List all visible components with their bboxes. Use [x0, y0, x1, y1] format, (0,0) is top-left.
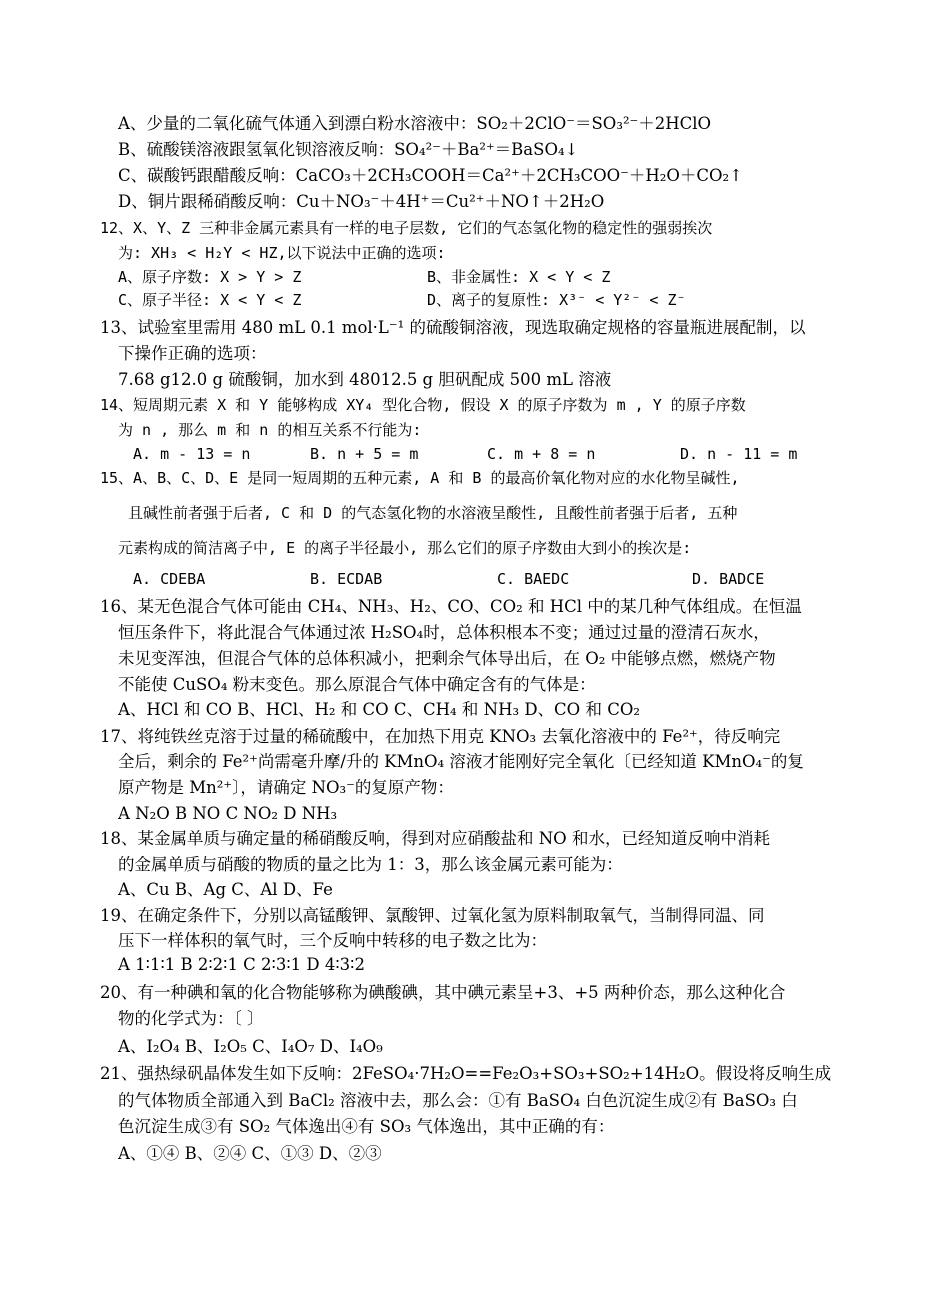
q20-stem-cont: 物的化学式为：〔 〕	[118, 1009, 264, 1028]
q13-options: 7.68 g12.0 g 硫酸铜，加水到 48012.5 g 胆矾配成 500 mL 溶液	[118, 370, 612, 389]
q16-stem-cont3: 不能使 CuSO₄ 粉末变色。那么原混合气体中确定含有的气体是：	[118, 675, 596, 694]
q14-stem-cont: 为 n , 那么 m 和 n 的相互关系不行能为:	[118, 421, 422, 439]
q11-option-d: D、铜片跟稀硝酸反响：Cu＋NO₃⁻＋4H⁺＝Cu²⁺＋NO↑＋2H₂O	[118, 192, 605, 211]
q13-stem-cont: 下操作正确的选项：	[118, 344, 267, 363]
q16-stem: 16、某无色混合气体可能由 CH₄、NH₃、H₂、CO、CO₂ 和 HCl 中的某几种气体组成。在恒温	[100, 597, 802, 616]
q15-option-d: D. BADCE	[692, 570, 765, 588]
q15-option-a: A. CDEBA	[133, 570, 206, 588]
q21-stem-cont2: 色沉淀生成③有 SO₂ 气体逸出④有 SO₃ 气体逸出，其中正确的有：	[118, 1117, 615, 1136]
q11-option-c: C、碳酸钙跟醋酸反响：CaCO₃＋2CH₃COOH＝Ca²⁺＋2CH₃COO⁻＋H₂O＋CO₂↑	[118, 166, 743, 185]
q18-options: A、Cu B、Ag C、Al D、Fe	[118, 880, 333, 899]
q12-stem: 12、X、Y、Z 三种非金属元素具有一样的电子层数, 它们的气态氢化物的稳定性的强弱挨次	[100, 219, 713, 237]
q11-option-b: B、硫酸镁溶液跟氢氧化钡溶液反响：SO₄²⁻＋Ba²⁺＝BaSO₄↓	[118, 140, 579, 159]
q19-stem-cont: 压下一样体积的氧气时，三个反响中转移的电子数之比为：	[118, 931, 547, 950]
q20-stem: 20、有一种碘和氧的化合物能够称为碘酸碘，其中碘元素呈+3、+5 两种价态，那么这种化合	[100, 983, 786, 1002]
q18-stem: 18、某金属单质与确定量的稀硝酸反响，得到对应硝酸盐和 NO 和水，已经知道反响中消耗	[100, 829, 770, 848]
q12-option-a: A、原子序数: X > Y > Z	[118, 268, 302, 286]
q15-stem-cont2: 元素构成的简洁离子中, E 的离子半径最小, 那么它们的原子序数由大到小的挨次是:	[118, 539, 692, 557]
q21-stem: 21、强热绿矾晶体发生如下反响：2FeSO₄·7H₂O==Fe₂O₃+SO₃+SO₂+14H₂O。假设将反响生成	[100, 1064, 832, 1083]
q12-option-b: B、非金属性: X < Y < Z	[427, 268, 611, 286]
q11-option-a: A、少量的二氧化硫气体通入到漂白粉水溶液中：SO₂＋2ClO⁻＝SO₃²⁻＋2HClO	[118, 114, 712, 133]
q12-option-c: C、原子半径: X < Y < Z	[118, 291, 302, 309]
q12-stem-cont: 为: XH₃ < H₂Y < HZ,以下说法中正确的选项:	[118, 244, 446, 262]
q15-stem-cont: 且碱性前者强于后者, C 和 D 的气态氢化物的水溶液呈酸性, 且酸性前者强于后者, 五种	[128, 504, 738, 522]
q14-stem: 14、短周期元素 X 和 Y 能够构成 XY₄ 型化合物, 假设 X 的原子序数为 m , Y 的原子序数	[100, 396, 746, 414]
q21-stem-cont: 的气体物质全部通入到 BaCl₂ 溶液中去，那么会：①有 BaSO₄ 白色沉淀生成②有 BaSO₃ 白	[118, 1091, 798, 1110]
q18-stem-cont: 的金属单质与硝酸的物质的量之比为 1：3，那么该金属元素可能为：	[118, 855, 623, 874]
q17-options: A N₂O B NO C NO₂ D NH₃	[118, 804, 338, 823]
q19-stem: 19、在确定条件下，分别以高锰酸钾、氯酸钾、过氧化氢为原料制取氧气，当制得同温、同	[100, 906, 765, 925]
q20-options: A、I₂O₄ B、I₂O₅ C、I₄O₇ D、I₄O₉	[118, 1037, 383, 1056]
q15-option-b: B. ECDAB	[310, 570, 383, 588]
q19-options: A 1∶1∶1 B 2∶2∶1 C 2∶3∶1 D 4∶3∶2	[118, 955, 365, 974]
q14-option-a: A. m - 13 = n	[133, 445, 251, 463]
q14-option-d: D. n - 11 = m	[680, 445, 798, 463]
q16-stem-cont2: 未见变浑浊，但混合气体的总体积减小，把剩余气体导出后，在 O₂ 中能够点燃，燃烧产物	[118, 649, 776, 668]
q15-stem: 15、A、B、C、D、E 是同一短周期的五种元素, A 和 B 的最高价氧化物对应的水化物呈碱性,	[100, 469, 740, 487]
q12-option-d: D、离子的复原性: X³⁻ < Y²⁻ < Z⁻	[427, 291, 686, 309]
q17-stem-cont2: 原产物是 Mn²⁺〕，请确定 NO₃⁻的复原产物：	[118, 778, 454, 797]
q16-stem-cont: 恒压条件下，将此混合气体通过浓 H₂SO₄时，总体积根本不变；通过过量的澄清石灰水，	[118, 623, 770, 642]
q17-stem-cont: 全后，剩余的 Fe²⁺尚需毫升摩/升的 KMnO₄ 溶液才能刚好完全氧化〔已经知道 KMnO₄⁻的复	[118, 752, 804, 771]
q16-options: A、HCl 和 CO B、HCl、H₂ 和 CO C、CH₄ 和 NH₃ D、CO 和 CO₂	[118, 700, 640, 719]
q21-options: A、①④ B、②④ C、①③ D、②③	[118, 1144, 382, 1163]
q14-option-c: C. m + 8 = n	[487, 445, 596, 463]
q17-stem: 17、将纯铁丝克溶于过量的稀硫酸中，在加热下用克 KNO₃ 去氧化溶液中的 Fe²⁺，待反响完	[100, 727, 781, 746]
q15-option-c: C. BAEDC	[497, 570, 570, 588]
q14-option-b: B. n + 5 = m	[310, 445, 419, 463]
q13-stem: 13、试验室里需用 480 mL 0.1 mol·L⁻¹ 的硫酸铜溶液，现选取确定规格的容量瓶进展配制，以	[100, 318, 806, 337]
